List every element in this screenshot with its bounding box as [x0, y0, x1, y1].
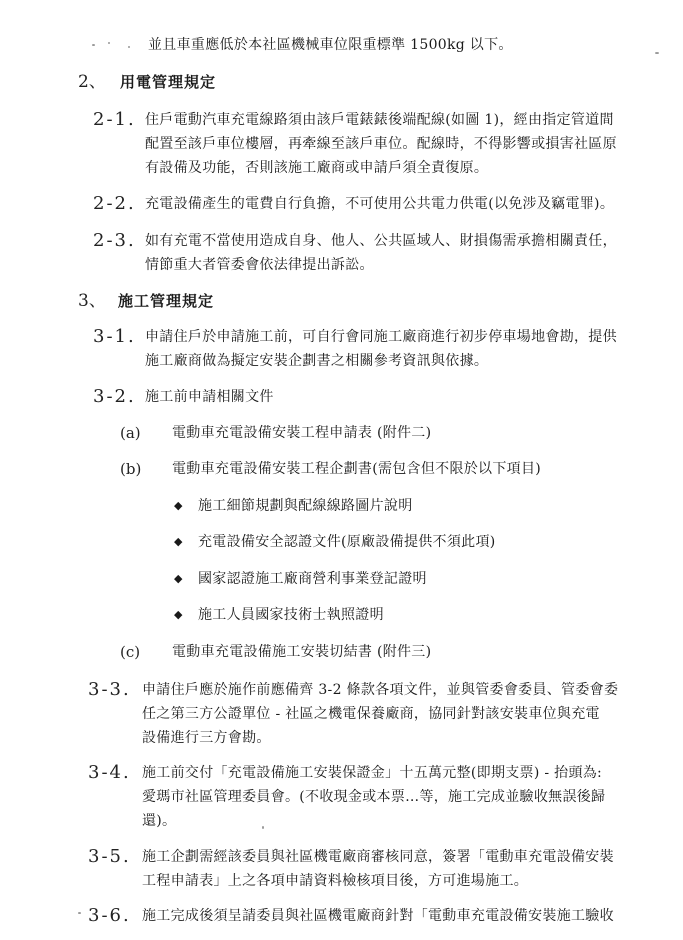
clause-text: 施工企劃需經該委員與社區機電廠商審核同意，簽署「電動車充電設備安裝 — [142, 849, 614, 865]
clause-text: 愛瑪市社區管理委員會。(不收現金或本票…等，施工完成並驗收無誤後歸 — [142, 789, 606, 805]
clause-number: 2-1. — [93, 109, 136, 130]
clause-number: 3-4. — [88, 762, 131, 783]
scan-speck — [128, 46, 130, 48]
document-text: 電動車充電設備施工安裝切結書 (附件三) — [172, 644, 432, 660]
clause-number: 2-2. — [93, 193, 136, 214]
clause-number: 3-2. — [93, 386, 136, 407]
clause-text: 有設備及功能，否則該施工廠商或申請戶須全責復原。 — [145, 160, 489, 176]
clause-number: 3-3. — [88, 679, 131, 700]
clause-text: 申請住戶應於施作前應備齊 3-2 條款各項文件，並與管委會委員、管委會委 — [142, 682, 619, 698]
clause-text: 設備進行三方會勘。 — [142, 730, 271, 746]
clause-number: 3-5. — [88, 846, 131, 867]
section-title: 用電管理規定 — [120, 73, 217, 91]
document-text: 電動車充電設備安裝工程企劃書(需包含但不限於以下項目) — [172, 461, 542, 477]
clause-text: 施工完成後須呈請委員與社區機電廠商針對「電動車充電設備安裝施工驗收 — [142, 908, 614, 924]
clause-text: 配置至該戶車位樓層，再牽線至該戶車位。配線時，不得影響或損害社區原 — [145, 136, 617, 152]
clause-text: 還)。 — [142, 813, 177, 829]
scan-speck — [92, 44, 95, 46]
document-label: (a) — [120, 424, 141, 442]
bullet-icon: ◆ — [174, 535, 183, 548]
clause-number: 3-6. — [88, 905, 131, 926]
clause-text: 申請住戶於申請施工前，可自行會同施工廠商進行初步停車場地會勘，提供 — [145, 329, 617, 345]
plan-item: 施工人員國家技術士執照證明 — [198, 607, 384, 623]
clause-text: 施工前交付「充電設備施工安裝保證金」十五萬元整(即期支票) - 抬頭為: — [142, 765, 603, 781]
scan-speck — [78, 912, 81, 914]
document-label: (b) — [120, 460, 142, 478]
section-title: 施工管理規定 — [118, 292, 215, 310]
scan-speck — [655, 52, 659, 54]
clause-text: 施工前申請相關文件 — [145, 389, 274, 405]
scan-speck — [262, 826, 264, 829]
clause-text: 任之第三方公證單位 - 社區之機電保養廠商，協同針對該安裝車位與充電 — [142, 706, 600, 722]
document-text: 電動車充電設備安裝工程申請表 (附件二) — [172, 425, 432, 441]
bullet-icon: ◆ — [174, 608, 183, 621]
clause-text: 如有充電不當使用造成自身、他人、公共區域人、財損傷需承擔相關責任， — [145, 233, 617, 249]
bullet-icon: ◆ — [174, 572, 183, 585]
bullet-icon: ◆ — [174, 499, 183, 512]
clause-text: 工程申請表」上之各項申請資料檢核項目後，方可進場施工。 — [142, 873, 529, 889]
clause-number: 3-1. — [93, 326, 136, 347]
clause-number: 2-3. — [93, 230, 136, 251]
clause-text: 情節重大者管委會依法律提出訴訟。 — [145, 257, 374, 273]
plan-item: 國家認證施工廠商營利事業登記證明 — [198, 571, 427, 587]
clause-text: 住戶電動汽車充電線路須由該戶電錶錶後端配線(如圖 1)，經由指定管道間 — [145, 112, 614, 128]
section-number: 3、 — [78, 291, 106, 311]
clause-text: 施工廠商做為擬定安裝企劃書之相關參考資訊與依據。 — [145, 353, 489, 369]
clause-text: 充電設備產生的電費自行負擔，不可使用公共電力供電(以免涉及竊電罪)。 — [145, 196, 615, 212]
scan-speck — [108, 42, 110, 44]
plan-item: 施工細節規劃與配線線路圖片說明 — [198, 498, 413, 514]
section-number: 2、 — [78, 72, 106, 92]
intro-line: 並且車重應低於本社區機械車位限重標準 1500kg 以下。 — [148, 37, 513, 53]
document-label: (c) — [120, 643, 141, 661]
plan-item: 充電設備安全認證文件(原廠設備提供不須此項) — [198, 534, 496, 550]
